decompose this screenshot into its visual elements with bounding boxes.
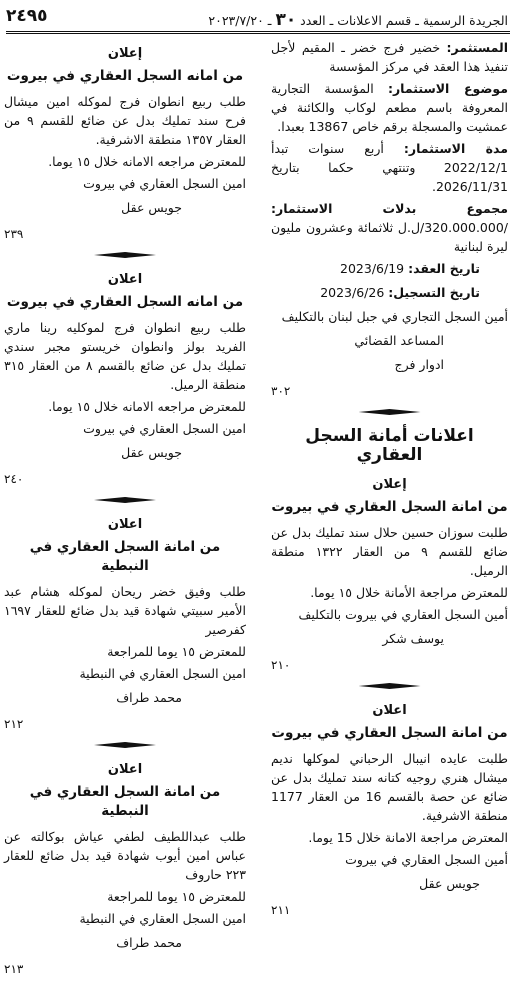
notice-body: طلب وفيق خضر ريحان لموكله هشام عبد الأمير سبيتي شهادة قيد بدل ضائع للعقار ١٦٩٧ كفرصير (4, 584, 246, 637)
header-rule (6, 31, 510, 34)
separator (4, 740, 246, 750)
notice-number: ٢١٠ (271, 658, 291, 672)
contract-field: تاريخ التسجيل: 2023/6/26 (320, 285, 480, 300)
separator-diamond (94, 252, 156, 258)
notice-subheading: من امانه السجل العقاري في بيروت (6, 68, 244, 84)
notice-heading: اعلان (107, 517, 143, 532)
separator-diamond (94, 497, 156, 503)
signature-name: جويس عقل (121, 445, 182, 460)
signature-title: أمين السجل التجاري في جبل لبنان بالتكليف (281, 309, 508, 324)
notice-heading: اعلان (107, 272, 143, 287)
notice-objection: للمعترض مراجعه الامانه خلال ١٥ يوما. (48, 399, 246, 414)
notice-number: ٢٣٩ (4, 227, 24, 241)
page-number: ٢٤٩٥ (6, 6, 48, 26)
separator-diamond (359, 683, 421, 689)
notice-subheading: من امانة السجل العقاري في بيروت (271, 499, 508, 515)
left-column (4, 38, 246, 985)
separator (4, 495, 246, 505)
notice-body: طلب عبداللطيف لطفي عياش بوكالته عن عباس امين أيوب شهادة قيد بدل ضائع للعقار ٢٢٣ حاروف (4, 829, 246, 882)
notice-objection: للمعترض ١٥ يوما للمراجعة (107, 889, 246, 904)
contract-field: مدة الاستثمار: أربع سنوات تبدأ 2022/12/1 وتنتهي حكما بتاريخ 2026/11/31. (271, 141, 508, 194)
signature-name: جويس عقل (419, 876, 480, 891)
separator (271, 407, 508, 417)
notice-heading: إعلان (107, 46, 143, 61)
signature-title: أمين السجل العقاري في بيروت (345, 852, 508, 867)
separator-diamond (359, 409, 421, 415)
notice-heading: اعلان (372, 703, 407, 718)
notice-body: طلب ربيع انطوان فرج لموكله امين ميشال فرح سند تمليك بدل عن ضائع للقسم ٩ من العقار ١٣٥٧ منطقة الاشرفية. (4, 94, 246, 147)
contract-field: المستثمر: خضير فرج خضر ـ المقيم لأجل تنفيذ هذا العقد في مركز المؤسسة (271, 40, 508, 74)
notice-subheading: من امانة السجل العقاري في النبطية (29, 539, 221, 574)
contract-field: مجموع بدلات الاستثمار: /320.000.000/ل.ل ثلاثمائة وعشرون مليون ليرة لبنانية (271, 201, 508, 254)
notice-number: ٢٤٠ (4, 472, 24, 486)
notice-subheading: من امانة السجل العقاري في بيروت (271, 725, 508, 741)
notice-number: ٣٠٢ (271, 384, 291, 398)
signature-name: يوسف شكر (382, 631, 444, 646)
notice-objection: للمعترض مراجعه الامانه خلال ١٥ يوما. (48, 154, 246, 169)
notice-heading: اعلان (107, 762, 143, 777)
notice-number: ٢١١ (271, 903, 291, 917)
notice-objection: المعترض مراجعة الامانة خلال 15 يوما. (308, 830, 508, 845)
signature-role: المساعد القضائي (354, 333, 444, 348)
notice-number: ٢١٢ (4, 717, 24, 731)
signature-name: ادوار فرج (394, 357, 444, 372)
notice-body: طلبت عايده انيبال الرحباني لموكلها نديم ميشال هنري روجيه كتانه سند تمليك بدل عن ضائع عن حصة بالقسم 16 من العقار 1177 منطقة الاشرفية. (271, 751, 508, 823)
separator (271, 681, 508, 691)
right-column (271, 38, 508, 926)
signature-title: امين السجل العقاري في بيروت (83, 176, 246, 191)
separator (4, 250, 246, 260)
notice-heading: إعلان (372, 477, 407, 492)
signature-title: امين السجل العقاري في النبطية (79, 666, 246, 681)
contract-field: موضوع الاستثمار: المؤسسة التجارية المعروفة باسم مطعم لوكاب والكائنة في عمشيت والمسجلة برقم خاص 13867 بعبدا. (271, 81, 508, 134)
separator-diamond (94, 742, 156, 748)
page-header (6, 8, 510, 30)
signature-name: محمد طراف (116, 690, 182, 705)
contract-field: تاريخ العقد: 2023/6/19 (340, 261, 480, 276)
notice-body: طلب ربيع انطوان فرج لموكليه رينا ماري الفريد بولز وانطوان خريستو مجبر سندي تمليك بدل عن ضائع بالقسم ٨ من العقار ٣١٥ منطقة الرميل. (4, 320, 246, 392)
signature-title: امين السجل العقاري في بيروت (83, 421, 246, 436)
notice-subheading: من امانه السجل العقاري في بيروت (6, 294, 244, 310)
signature-name: جويس عقل (121, 200, 182, 215)
issue-number: ٣٠ (275, 10, 297, 30)
signature-title: امين السجل العقاري في النبطية (79, 911, 246, 926)
journal-title: الجريدة الرسمية ـ قسم الاعلانات ـ العدد ٣٠ ـ ٢٠٢٣/٧/٢٠ (208, 10, 508, 30)
notice-objection: للمعترض ١٥ يوما للمراجعة (107, 644, 246, 659)
notice-objection: للمعترض مراجعة الأمانة خلال ١٥ يوما. (310, 585, 508, 600)
section-title: اعلانات أمانة السجل العقاري (305, 426, 474, 465)
signature-name: محمد طراف (116, 935, 182, 950)
signature-title: أمين السجل العقاري في بيروت بالتكليف (298, 607, 508, 622)
notice-body: طلبت سوزان حسين حلال سند تمليك بدل عن ضائع للقسم ٩ من العقار ١٣٢٢ منطقة الرميل. (271, 525, 508, 578)
notice-subheading: من امانة السجل العقاري في النبطية (29, 784, 221, 819)
notice-number: ٢١٣ (4, 962, 24, 976)
